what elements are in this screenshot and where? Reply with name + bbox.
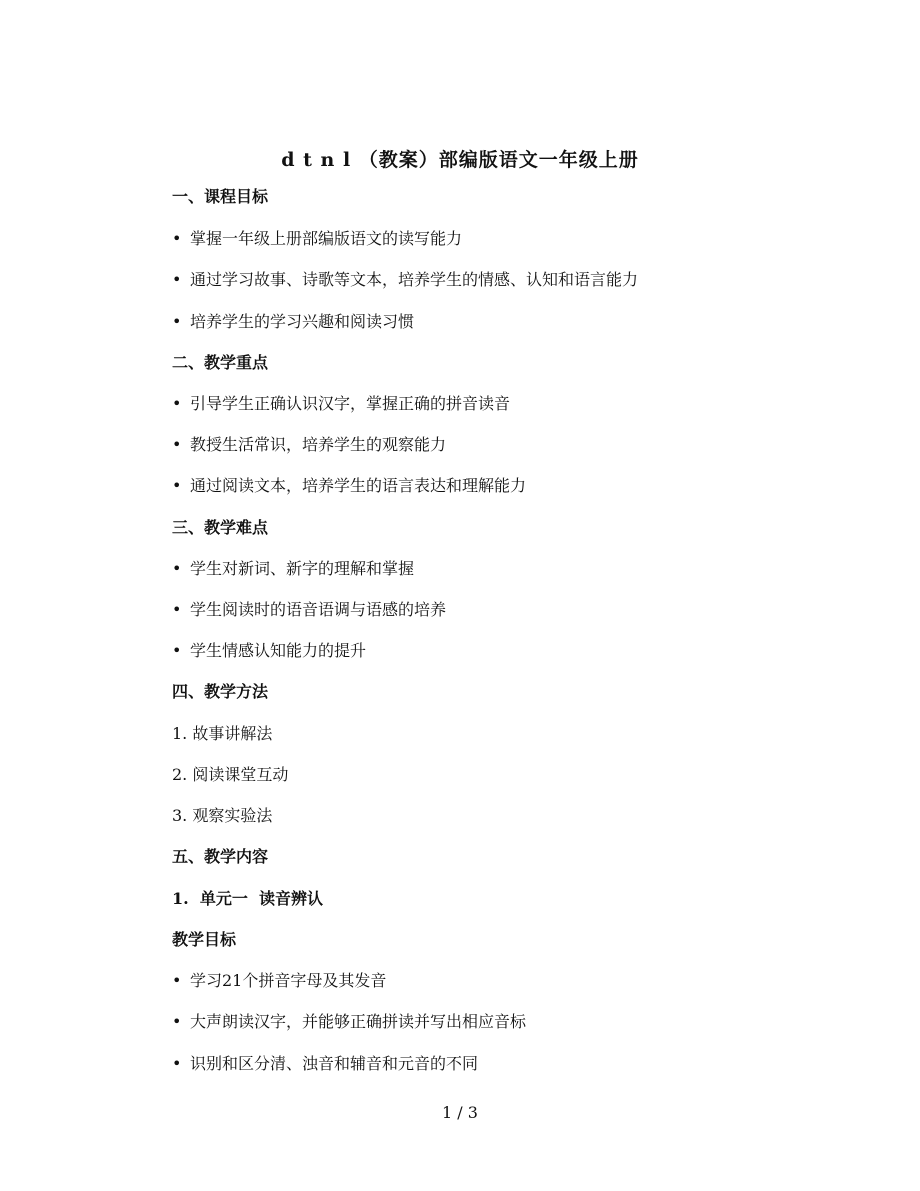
list-item <box>172 227 462 251</box>
list-item <box>172 557 414 581</box>
list-item <box>172 1010 526 1034</box>
bullet-icon: • <box>172 559 182 578</box>
bullet-icon: • <box>172 600 182 619</box>
bullet-icon: • <box>172 394 182 413</box>
list-item-text: 培养学生的学习兴趣和阅读习惯 <box>190 312 415 331</box>
list-item-text: 通过学习故事、诗歌等文本，培养学生的情感、认知和语言能力 <box>190 270 639 289</box>
list-item-text: 识别和区分清、浊音和辅音和元音的不同 <box>190 1054 479 1073</box>
list-item-text: 学生阅读时的语音语调与语感的培养 <box>190 600 447 619</box>
numbered-item: 2. 阅读课堂互动 <box>172 765 289 784</box>
list-item-text: 学习21个拼音字母及其发音 <box>190 971 387 990</box>
list-item <box>172 433 446 457</box>
list-item-text: 通过阅读文本，培养学生的语言表达和理解能力 <box>190 476 527 495</box>
subheading-teaching-goals: 教学目标 <box>172 930 237 949</box>
bullet-icon: • <box>172 435 182 454</box>
section-heading-goals: 一、课程目标 <box>172 187 269 206</box>
section-heading-content: 五、教学内容 <box>172 847 269 866</box>
list-item <box>172 268 638 292</box>
list-item-text: 大声朗读汉字，并能够正确拼读并写出相应音标 <box>190 1012 527 1031</box>
list-item <box>172 474 526 498</box>
numbered-item: 1. 故事讲解法 <box>172 724 273 743</box>
list-item <box>172 598 446 622</box>
list-item <box>172 392 510 416</box>
list-item <box>172 969 386 993</box>
bullet-icon: • <box>172 971 182 990</box>
bullet-icon: • <box>172 1054 182 1073</box>
list-item-text: 掌握一年级上册部编版语文的读写能力 <box>190 229 463 248</box>
section-heading-key-points: 二、教学重点 <box>172 353 269 372</box>
bullet-icon: • <box>172 641 182 660</box>
list-item-text: 学生情感认知能力的提升 <box>190 641 367 660</box>
page-title: d t n l （教案）部编版语文一年级上册 <box>281 149 639 171</box>
section-heading-methods: 四、教学方法 <box>172 682 269 701</box>
bullet-icon: • <box>172 229 182 248</box>
bullet-icon: • <box>172 312 182 331</box>
bullet-icon: • <box>172 1012 182 1031</box>
list-item-text: 教授生活常识，培养学生的观察能力 <box>190 435 447 454</box>
page-indicator: 1 / 3 <box>442 1103 478 1122</box>
list-item <box>172 310 414 334</box>
list-item <box>172 1052 478 1076</box>
numbered-item: 3. 观察实验法 <box>172 806 273 825</box>
bullet-icon: • <box>172 270 182 289</box>
list-item-text: 引导学生正确认识汉字，掌握正确的拼音读音 <box>190 394 511 413</box>
list-item <box>172 639 366 663</box>
list-item-text: 学生对新词、新字的理解和掌握 <box>190 559 415 578</box>
bullet-icon: • <box>172 476 182 495</box>
section-heading-difficulties: 三、教学难点 <box>172 518 269 537</box>
unit-heading: 1. 单元一 读音辨认 <box>172 889 323 908</box>
